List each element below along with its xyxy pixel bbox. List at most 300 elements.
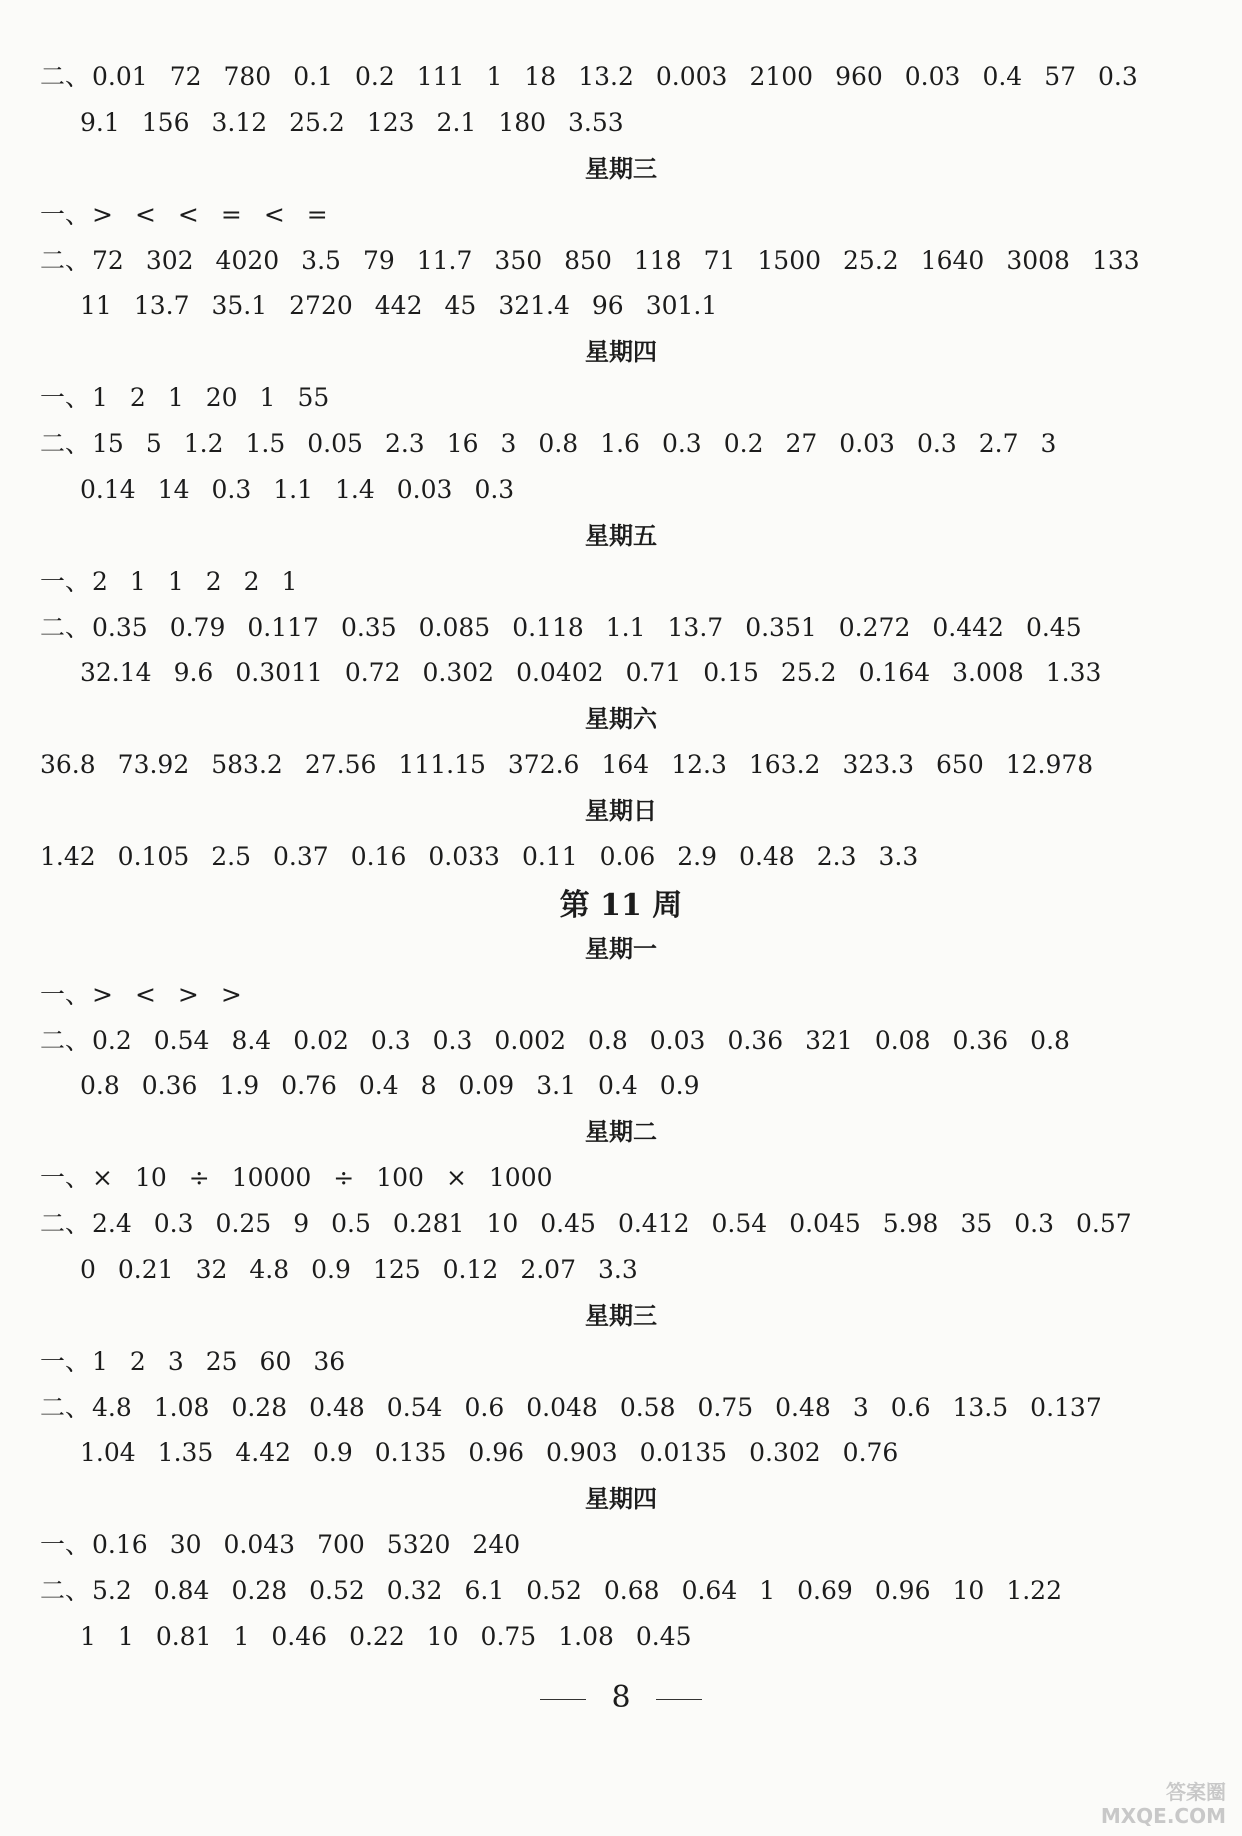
answer-value: 5320	[386, 1530, 451, 1559]
answer-value: 0.57	[1076, 1209, 1132, 1238]
answer-value: 0.37	[273, 842, 329, 871]
answer-value: 0.137	[1030, 1393, 1102, 1422]
answer-value: 3.008	[952, 658, 1024, 687]
answer-value: ×	[445, 1163, 467, 1192]
answer-value: 0.4	[597, 1071, 638, 1100]
answer-value: 60	[259, 1347, 292, 1376]
answer-value: 0.281	[392, 1209, 465, 1238]
answer-value: 1.9	[219, 1071, 260, 1100]
section-prefix: 一、	[40, 200, 91, 229]
answer-value: <	[177, 200, 199, 229]
answer-value: 36	[313, 1347, 346, 1376]
answer-value: 13.7	[133, 291, 190, 320]
answer-value: 0.302	[422, 658, 495, 687]
answer-value: 0.76	[842, 1438, 899, 1467]
answer-value: 13.5	[952, 1393, 1009, 1422]
section-prefix: 二、	[40, 1393, 91, 1422]
answer-value: 27.56	[304, 750, 377, 779]
answer-value: =	[220, 200, 242, 229]
answer-value: 0.2	[723, 429, 764, 458]
day-heading: 星期日	[585, 797, 657, 825]
answer-value: 2.7	[978, 429, 1019, 458]
answer-line	[40, 1391, 1202, 1425]
section-prefix: 二、	[40, 429, 91, 458]
answer-value: 0.03	[839, 429, 895, 458]
answer-value: 0.36	[727, 1026, 784, 1055]
day-heading: 星期三	[585, 155, 657, 183]
answer-value: 0.903	[546, 1438, 618, 1467]
section-prefix: 一、	[40, 567, 91, 596]
answer-line	[40, 611, 1202, 645]
answer-value: 1	[167, 383, 184, 412]
answer-value: 100	[376, 1163, 424, 1192]
answer-value: 12.978	[1005, 750, 1094, 779]
answer-value: 0.96	[874, 1576, 931, 1605]
answer-value: 3.3	[878, 842, 919, 871]
answer-value: 0.21	[117, 1255, 174, 1284]
answer-value: 72	[92, 246, 124, 275]
answer-value: 0.79	[169, 613, 226, 642]
answer-value: 0.05	[307, 429, 363, 458]
answer-value: 0.6	[890, 1393, 931, 1422]
answer-value: 0.9	[311, 1255, 351, 1284]
answer-value: 164	[601, 750, 650, 779]
answer-value: 0.442	[932, 613, 1004, 642]
answer-value: 0.08	[874, 1026, 931, 1055]
section-prefix: 一、	[40, 1163, 91, 1192]
answer-value: 13.2	[578, 62, 634, 91]
answer-value: 2	[92, 567, 108, 596]
answer-value: 1000	[488, 1163, 553, 1192]
answer-value: 0.06	[599, 842, 656, 871]
answer-value: 0.25	[215, 1209, 272, 1238]
answer-value: 18	[524, 62, 557, 91]
answer-value: 0.36	[141, 1071, 198, 1100]
answer-value: 0.45	[1025, 613, 1082, 642]
watermark-text: 答案圈	[1166, 1780, 1226, 1804]
answer-value: 0.35	[340, 613, 397, 642]
answer-value: 372.6	[507, 750, 580, 779]
footer-dash-right	[656, 1699, 702, 1700]
answer-value: 780	[223, 62, 272, 91]
day-heading: 星期一	[585, 935, 657, 963]
answer-line	[40, 840, 1202, 874]
answer-value: 2.3	[816, 842, 857, 871]
answer-value: ÷	[188, 1163, 210, 1192]
answer-value: 0.75	[480, 1622, 537, 1651]
answer-value: 25.2	[289, 108, 345, 137]
answer-line	[40, 381, 1202, 415]
answer-value: 2	[129, 1347, 146, 1376]
answer-value: 1	[167, 567, 184, 596]
answer-value: 0.105	[117, 842, 190, 871]
answer-value: 302	[145, 246, 194, 275]
answer-value: 1	[281, 567, 298, 596]
answer-value: 2720	[289, 291, 353, 320]
page-number: 8	[611, 1680, 631, 1715]
answer-value: 0.84	[153, 1576, 210, 1605]
answer-value: 0.71	[625, 658, 682, 687]
answer-value: 650	[936, 750, 984, 779]
answer-line	[40, 244, 1202, 278]
answer-value: 0.15	[703, 658, 759, 687]
answer-line	[40, 427, 1202, 461]
answer-value: 0.6	[464, 1393, 505, 1422]
answer-value: 111	[416, 62, 465, 91]
answer-value: 0.003	[655, 62, 728, 91]
answer-value: 45	[444, 291, 477, 320]
watermark-logo	[1101, 1780, 1226, 1828]
answer-value: 0.03	[904, 62, 961, 91]
answer-value: 0.68	[603, 1576, 660, 1605]
answer-value: 10	[952, 1576, 985, 1605]
answer-line	[40, 565, 1202, 599]
answer-value: 156	[141, 108, 190, 137]
answer-value: 8	[420, 1071, 437, 1100]
answer-value: 700	[317, 1530, 365, 1559]
answer-value: 0.8	[588, 1026, 628, 1055]
answer-value: 79	[362, 246, 395, 275]
answer-value: 2	[243, 567, 260, 596]
answer-line	[40, 1161, 1202, 1195]
answer-value: 1	[759, 1576, 776, 1605]
answer-value: 0.81	[155, 1622, 212, 1651]
answer-value: 8.4	[231, 1026, 272, 1055]
answer-value: 9.1	[80, 108, 120, 137]
answer-value: 57	[1044, 62, 1077, 91]
answer-value: 0.0135	[639, 1438, 728, 1467]
day-heading: 星期四	[585, 1485, 657, 1513]
answer-value: 3	[167, 1347, 184, 1376]
answer-value: 0.3	[432, 1026, 473, 1055]
answer-value: 9	[293, 1209, 310, 1238]
answer-value: 4.8	[249, 1255, 290, 1284]
answer-value: 0.045	[789, 1209, 861, 1238]
answer-value: 0.3	[916, 429, 957, 458]
answer-value: 1	[486, 62, 503, 91]
answer-value: <	[134, 980, 156, 1009]
answer-value: 3.53	[568, 108, 624, 137]
answer-value: 1	[92, 383, 108, 412]
answer-value: 0.3	[1098, 62, 1138, 91]
answer-line-continued	[80, 656, 1202, 690]
answer-value: 0.52	[309, 1576, 365, 1605]
answer-value: 0.72	[344, 658, 401, 687]
answer-value: 2.1	[436, 108, 477, 137]
answer-value: 0.5	[331, 1209, 371, 1238]
answer-value: 1500	[757, 246, 822, 275]
answer-value: 0.118	[512, 613, 584, 642]
answer-value: 2.9	[677, 842, 718, 871]
answer-value: 36.8	[40, 750, 96, 779]
answer-value: 0.164	[858, 658, 931, 687]
answer-value: 0.9	[659, 1071, 700, 1100]
answer-value: 0.48	[775, 1393, 831, 1422]
answer-value: 73.92	[117, 750, 190, 779]
answer-value: 0.0402	[516, 658, 604, 687]
answer-value: 32	[195, 1255, 228, 1284]
answer-value: 0.8	[1030, 1026, 1070, 1055]
answer-value: 0.54	[153, 1026, 210, 1055]
answer-value: 133	[1091, 246, 1140, 275]
answer-value: 0.03	[649, 1026, 706, 1055]
answer-value: 321.4	[498, 291, 570, 320]
answer-value: 0.54	[386, 1393, 443, 1422]
answer-value: 0.45	[635, 1622, 692, 1651]
answer-value: 0.8	[80, 1071, 120, 1100]
answer-value: 0.3011	[235, 658, 323, 687]
answer-value: 0.412	[617, 1209, 690, 1238]
answer-value: =	[306, 200, 328, 229]
answer-line	[40, 1528, 1202, 1562]
answer-value: 71	[703, 246, 736, 275]
answer-line	[40, 1024, 1202, 1058]
answer-line	[40, 60, 1202, 94]
answer-value: 0.14	[80, 475, 136, 504]
answer-value: 0.75	[697, 1393, 754, 1422]
answer-value: 30	[169, 1530, 202, 1559]
answer-value: 3	[1040, 429, 1057, 458]
answer-value: 2.4	[92, 1209, 132, 1238]
answer-value: >	[177, 980, 199, 1009]
answer-value: 1.5	[245, 429, 286, 458]
answer-value: 1.1	[273, 475, 314, 504]
day-heading: 星期四	[585, 338, 657, 366]
section-prefix: 二、	[40, 613, 91, 642]
answer-value: 0.28	[231, 1576, 288, 1605]
answer-value: 5.98	[882, 1209, 939, 1238]
day-heading: 星期六	[585, 705, 657, 733]
answer-value: 118	[633, 246, 682, 275]
answer-value: 0.69	[797, 1576, 853, 1605]
answer-value: 0.8	[538, 429, 579, 458]
section-prefix: 一、	[40, 1347, 91, 1376]
answer-value: 1	[233, 1622, 250, 1651]
answer-value: 0.002	[494, 1026, 566, 1055]
page-footer	[0, 1678, 1242, 1718]
section-prefix: 一、	[40, 383, 91, 412]
answer-line-continued	[80, 106, 1202, 140]
answer-value: 350	[494, 246, 543, 275]
answer-value: 25	[205, 1347, 238, 1376]
answer-value: 14	[157, 475, 190, 504]
answer-value: 1.1	[605, 613, 646, 642]
answer-value: 323.3	[842, 750, 915, 779]
answer-value: >	[220, 980, 242, 1009]
answer-line	[40, 978, 1202, 1012]
answer-value: 1.6	[600, 429, 640, 458]
answer-value: 4.8	[92, 1393, 132, 1422]
answer-value: 0.1	[293, 62, 333, 91]
answer-value: 4.42	[235, 1438, 292, 1467]
answer-value: 301.1	[645, 291, 718, 320]
answer-value: 0.54	[711, 1209, 768, 1238]
day-heading: 星期二	[585, 1118, 657, 1146]
answer-value: 96	[591, 291, 624, 320]
answer-value: 2.5	[211, 842, 252, 871]
answer-value: 11	[80, 291, 112, 320]
answer-value: 4020	[215, 246, 280, 275]
answer-value: 11.7	[416, 246, 473, 275]
answer-value: 0.4	[358, 1071, 399, 1100]
answer-value: 0.36	[952, 1026, 1009, 1055]
answer-value: ÷	[333, 1163, 355, 1192]
answer-value: 0.76	[281, 1071, 337, 1100]
answer-value: 72	[169, 62, 202, 91]
answer-value: 5	[145, 429, 162, 458]
answer-value: 1.42	[40, 842, 96, 871]
answer-value: 0.3	[661, 429, 702, 458]
answer-line	[40, 748, 1202, 782]
section-prefix: 二、	[40, 246, 91, 275]
week-heading: 第 11 周	[559, 888, 683, 923]
answer-value: 3	[500, 429, 517, 458]
answer-value: 2	[205, 567, 222, 596]
answer-value: 3.1	[536, 1071, 576, 1100]
answer-value: 1.4	[335, 475, 375, 504]
answer-value: 0.35	[92, 613, 148, 642]
answer-value: 0.28	[231, 1393, 288, 1422]
answer-value: 0.4	[982, 62, 1023, 91]
answer-value: 1	[117, 1622, 134, 1651]
answer-value: 0.135	[374, 1438, 447, 1467]
answer-value: 10000	[231, 1163, 312, 1192]
answer-value: 0	[80, 1255, 96, 1284]
answer-value: 0.3	[153, 1209, 194, 1238]
answer-value: 850	[564, 246, 612, 275]
answer-line-continued	[80, 1620, 1202, 1654]
watermark-url: MXQE.COM	[1100, 1804, 1226, 1828]
answer-value: 0.46	[271, 1622, 328, 1651]
answer-value: 321	[805, 1026, 853, 1055]
answer-value: 15	[92, 429, 124, 458]
footer-dash-left	[540, 1699, 586, 1700]
answer-value: 180	[498, 108, 547, 137]
answer-value: 0.45	[540, 1209, 596, 1238]
answer-value: 3.3	[597, 1255, 638, 1284]
section-prefix: 二、	[40, 1209, 91, 1238]
answer-line-continued	[80, 1436, 1202, 1470]
answer-value: 35.1	[211, 291, 268, 320]
answer-value: <	[263, 200, 285, 229]
answer-value: 1.04	[80, 1438, 136, 1467]
answer-line-continued	[80, 289, 1202, 323]
answer-value: 0.22	[349, 1622, 405, 1651]
answer-value: 0.3	[370, 1026, 411, 1055]
answer-value: 5.2	[92, 1576, 132, 1605]
answer-value: 0.09	[458, 1071, 515, 1100]
answer-value: 32.14	[80, 658, 152, 687]
section-prefix: 二、	[40, 1026, 91, 1055]
answer-value: 0.16	[350, 842, 407, 871]
answer-value: 0.16	[92, 1530, 148, 1559]
answer-line	[40, 1207, 1202, 1241]
answer-value: 10	[134, 1163, 167, 1192]
answer-value: 0.02	[293, 1026, 349, 1055]
answer-value: 0.9	[313, 1438, 353, 1467]
answer-value: 1	[129, 567, 146, 596]
section-prefix: 一、	[40, 1530, 91, 1559]
answer-value: 0.3	[1014, 1209, 1055, 1238]
answer-value: 1.33	[1045, 658, 1102, 687]
answer-value: 0.11	[521, 842, 578, 871]
answer-line-continued	[80, 1069, 1202, 1103]
answer-value: 2100	[749, 62, 814, 91]
answer-value: 960	[835, 62, 883, 91]
answer-value: 0.3	[211, 475, 252, 504]
answer-value: 10	[486, 1209, 519, 1238]
answer-line-continued	[80, 473, 1202, 507]
answer-value: 0.117	[247, 613, 319, 642]
answer-value: 1	[259, 383, 276, 412]
answer-value: 1.35	[157, 1438, 214, 1467]
answer-value: 25.2	[843, 246, 899, 275]
answer-value: ×	[92, 1163, 113, 1192]
answer-value: 0.03	[396, 475, 453, 504]
answer-value: 0.272	[838, 613, 911, 642]
answer-value: >	[92, 980, 113, 1009]
answer-value: 55	[297, 383, 330, 412]
answer-value: 1.2	[183, 429, 224, 458]
answer-value: 35	[960, 1209, 993, 1238]
answer-value: 0.12	[442, 1255, 499, 1284]
answer-value: 25.2	[780, 658, 837, 687]
answer-value: 442	[374, 291, 423, 320]
answer-value: 1	[92, 1347, 108, 1376]
answer-value: 0.96	[468, 1438, 525, 1467]
answer-line-continued	[80, 1253, 1202, 1287]
answer-value: 0.48	[739, 842, 795, 871]
answer-value: 3.12	[211, 108, 268, 137]
answer-value: 6.1	[464, 1576, 505, 1605]
answer-value: 1.08	[558, 1622, 614, 1651]
answer-value: >	[92, 200, 113, 229]
answer-value: 0.52	[526, 1576, 582, 1605]
answer-value: 0.64	[681, 1576, 738, 1605]
answer-value: 163.2	[748, 750, 821, 779]
section-prefix: 二、	[40, 62, 91, 91]
answer-value: 2	[129, 383, 146, 412]
answer-value: 20	[205, 383, 238, 412]
answer-value: 111.15	[398, 750, 486, 779]
answer-value: <	[134, 200, 156, 229]
answer-value: 0.2	[92, 1026, 132, 1055]
answer-value: 0.043	[223, 1530, 296, 1559]
answer-value: 12.3	[671, 750, 727, 779]
answer-value: 240	[472, 1530, 521, 1559]
answer-value: 1	[80, 1622, 96, 1651]
answer-value: 3.5	[301, 246, 341, 275]
answer-value: 0.01	[92, 62, 148, 91]
answer-value: 27	[785, 429, 818, 458]
answer-value: 2.3	[384, 429, 425, 458]
answer-value: 1.08	[153, 1393, 210, 1422]
answer-value: 125	[372, 1255, 421, 1284]
answer-line	[40, 198, 1202, 232]
answer-value: 0.351	[745, 613, 817, 642]
answer-value: 0.3	[474, 475, 515, 504]
answer-value: 0.033	[428, 842, 500, 871]
answer-value: 3	[852, 1393, 869, 1422]
answer-value: 2.07	[520, 1255, 576, 1284]
answer-value: 0.58	[619, 1393, 676, 1422]
section-prefix: 一、	[40, 980, 91, 1009]
answer-value: 9.6	[173, 658, 214, 687]
answer-value: 16	[446, 429, 479, 458]
answer-value: 1.22	[1006, 1576, 1062, 1605]
answer-value: 1640	[920, 246, 985, 275]
answer-value: 123	[366, 108, 415, 137]
